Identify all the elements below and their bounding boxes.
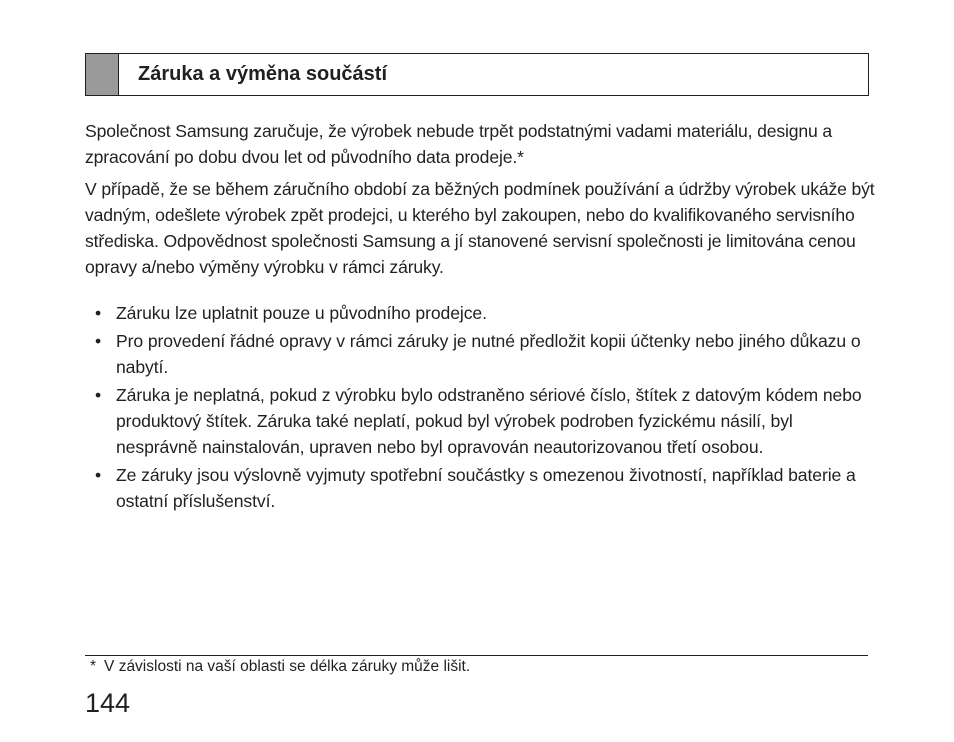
list-item: [85, 462, 875, 514]
bullet-marker: •: [95, 331, 102, 351]
list-item-text: Ze záruky jsou výslovně vyjmuty spotřební součástky s omezenou životností, například baterie a ostatní příslušenství.: [116, 465, 856, 511]
section-title-box: [85, 53, 869, 96]
body-content: [85, 118, 875, 516]
paragraph-warranty-defect: V případě, že se během záručního období za běžných podmínek používání a údržby výrobek ukáže být vadným, odešlete výrobek zpět prodejci, u kterého byl zakoupen, nebo do kvalifikovaného servisního střediska. Odpovědnost společnosti Samsung a jí stanovené servisní společnosti je limitována cenou opravy a/nebo výměny výrobku v rámci záruky.: [85, 179, 875, 277]
bullet-marker: •: [95, 303, 102, 323]
title-accent-block: [86, 54, 119, 95]
section-title: Záruka a výměna součástí: [138, 63, 388, 85]
footnote-divider: [85, 655, 868, 656]
bullet-marker: •: [95, 465, 102, 485]
footnote-marker: *: [90, 658, 97, 675]
list-item: [85, 382, 875, 460]
list-item: [85, 328, 875, 380]
list-item-text: Záruka je neplatná, pokud z výrobku bylo odstraněno sériové číslo, štítek z datovým kódem nebo produktový štítek. Záruka také neplatí, pokud byl výrobek podroben fyzickému násilí, byl nesprávně nainstalován, upraven nebo byl opravován neautorizovanou třetí osobou.: [116, 385, 862, 457]
paragraph-warranty-intro: Společnost Samsung zaručuje, že výrobek nebude trpět podstatnými vadami materiálu, designu a zpracování po dobu dvou let od původního data prodeje.*: [85, 121, 833, 167]
list-item: [85, 300, 875, 326]
warranty-conditions-list: [85, 300, 875, 514]
footnote: [90, 658, 470, 676]
bullet-marker: •: [95, 385, 102, 405]
list-item-text: Pro provedení řádné opravy v rámci záruky je nutné předložit kopii účtenky nebo jiného důkazu o nabytí.: [116, 331, 861, 377]
footnote-text: V závislosti na vaší oblasti se délka záruky může lišit.: [104, 658, 471, 675]
list-item-text: Záruku lze uplatnit pouze u původního prodejce.: [116, 303, 487, 323]
page-number: 144: [85, 688, 131, 718]
